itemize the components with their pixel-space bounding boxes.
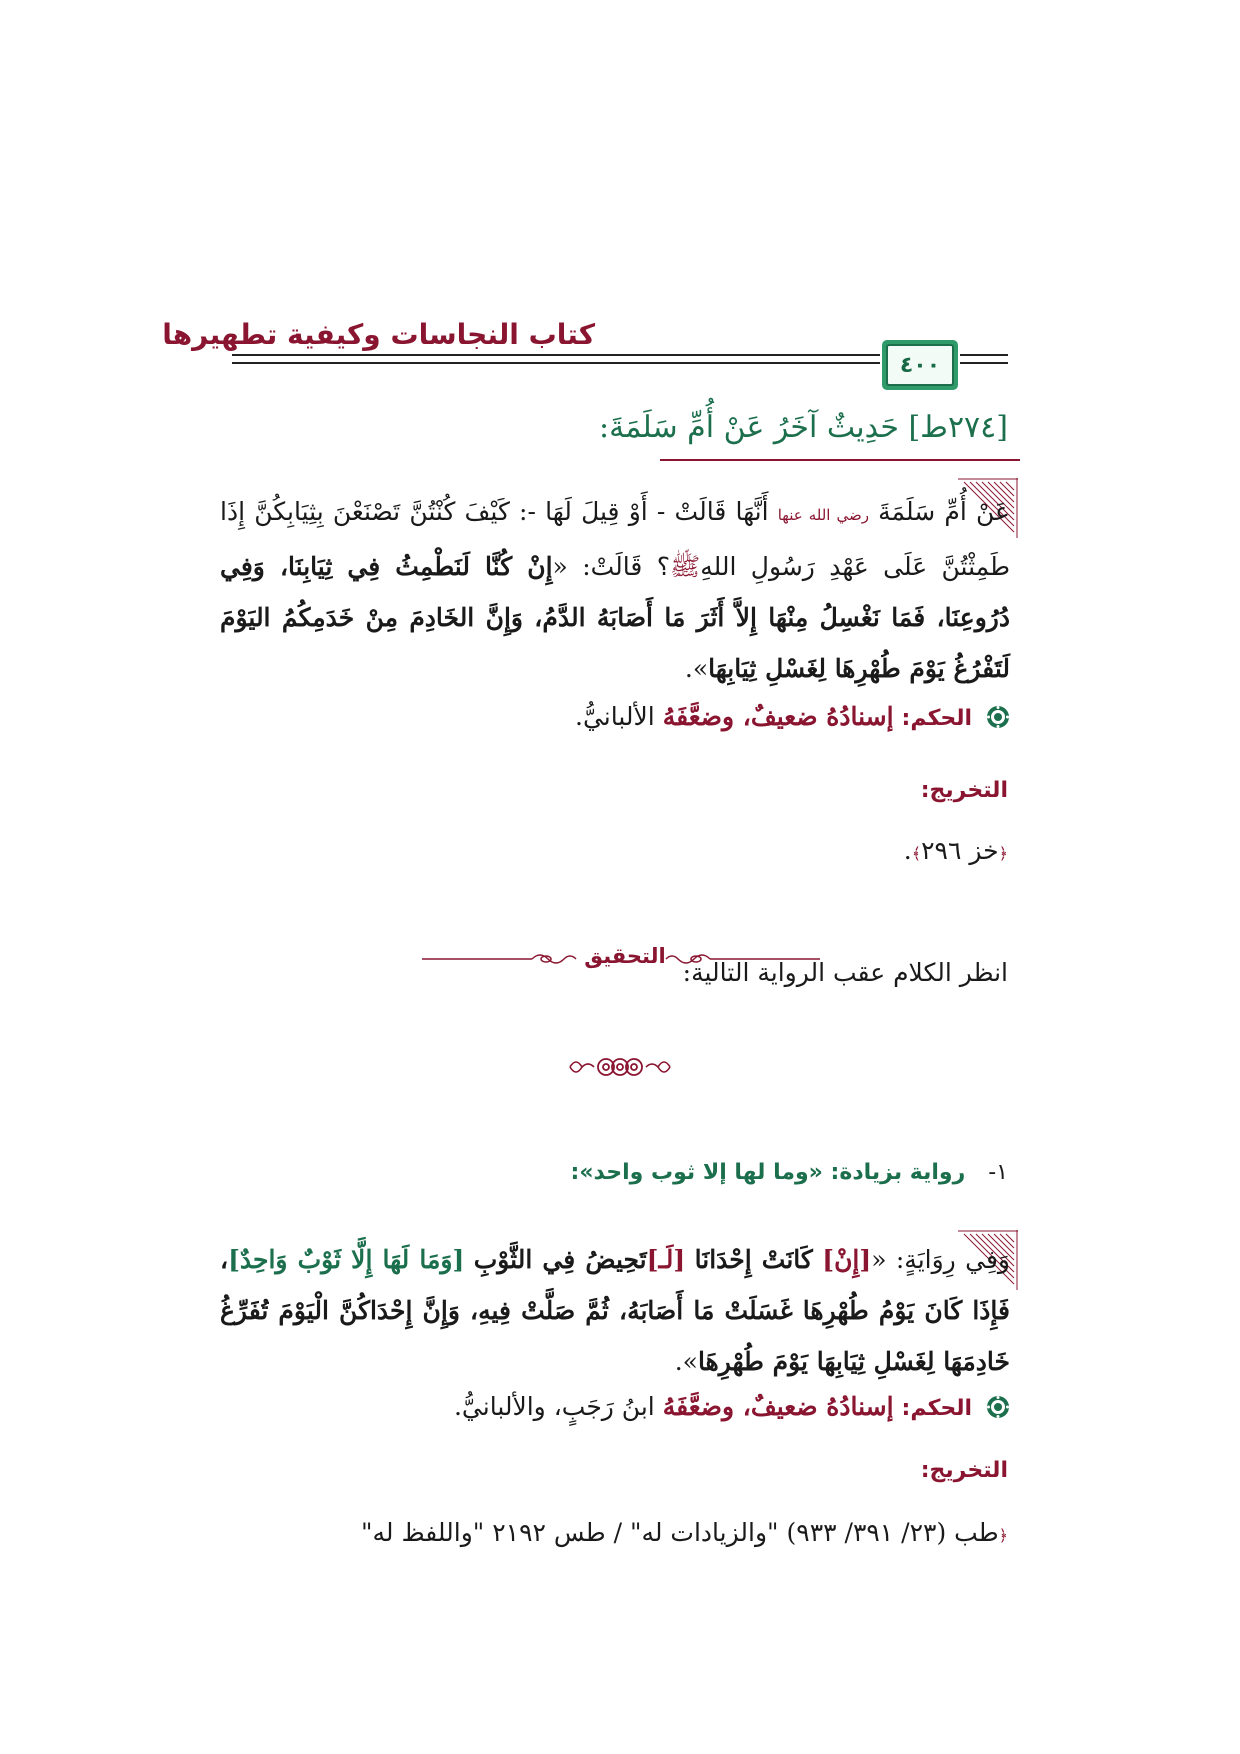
honorific-salla-icon: ﷺ [669, 552, 701, 581]
bracket-open-icon: ﴿ [998, 1526, 1008, 1545]
header-rule-top [232, 354, 880, 356]
riwaya-text-block [220, 1234, 1010, 1387]
ruling-line [575, 702, 1010, 731]
ruling-value: إسنادُهُ ضعيفٌ، وضعَّفَهُ [662, 1392, 894, 1421]
ruling-value: إسنادُهُ ضعيفٌ، وضعَّفَهُ [662, 702, 894, 731]
section-title-text: رواية بزيادة: [830, 1160, 966, 1185]
hadith-quote: إِنْ كُنَّا لَنَطْمِثُ فِي ثِيَابِنَا، وَفِي دُرُوعِنَا، فَمَا نَغْسِلُ مِنْهَا إِلاَّ أَثَرَ مَا أَصَابَهُ الدَّمُ، وَإِنَّ الخَادِمَ مِنْ خَدَمِكُمُ اليَوْمَ لَتَفْرُغُ يَوْمَ طُهْرِهَا لِغَسْلِ ثِيَابِهَا [220, 552, 1011, 683]
page-number-badge [882, 340, 958, 390]
title-underline [660, 459, 1020, 461]
riwaya-bracket-2: [لَـ] [646, 1245, 686, 1274]
takhrij-value: خز ٢٩٦ [921, 836, 999, 865]
riwaya-addition: [وَمَا لَهَا إِلَّا ثَوْبٌ وَاحِدٌ] [228, 1245, 465, 1274]
header-rule-bottom [232, 362, 880, 364]
takhrij-end: . [903, 836, 912, 865]
riwaya-paragraph [220, 1234, 1010, 1387]
riwaya-end: ». [674, 1347, 698, 1376]
rosette-icon [986, 705, 1010, 729]
riwaya-text-2: تَحِيضُ فِي الثَّوْبِ [473, 1245, 647, 1274]
takhrij-line [904, 836, 1008, 865]
bracket-close-icon: ﴾ [911, 844, 922, 863]
floral-separator-icon [566, 1052, 674, 1082]
book-title: كتاب النجاسات وكيفية تطهيرها [162, 318, 595, 351]
takhrij-line [361, 1518, 1008, 1547]
riwaya-text-1: كَانَتْ إِحْدَانَا [694, 1245, 813, 1274]
section-title-quote: «وما لها إلا ثوب واحد»: [570, 1160, 823, 1185]
hadith-paragraph [220, 486, 1010, 694]
header-rule-right-2 [960, 362, 1008, 364]
hadith-title: [٢٧٤ط] حَدِيثٌ آخَرُ عَنْ أُمِّ سَلَمَةَ: [599, 410, 1008, 445]
hadith-text-block [220, 486, 1010, 694]
hadith-text-1: عَنْ أُمِّ سَلَمَةَ [878, 497, 1010, 526]
tahqiq-label: التحقيق [584, 944, 666, 968]
ruling-by: الألبانيُّ. [575, 702, 655, 731]
honorific-radiya-icon: رضي الله عنها [777, 506, 869, 524]
hadith-text-4: ». [684, 654, 709, 683]
riwaya-section-title [571, 1160, 1008, 1185]
header-rule-right [960, 354, 1008, 356]
riwaya-bracket-1: [إِنْ] [822, 1245, 872, 1274]
takhrij-label: التخريج: [920, 1458, 1008, 1483]
ruling-label: الحكم: [901, 1396, 973, 1421]
ruling-line [454, 1392, 1010, 1421]
hadith-text-2: أَنَّهَا قَالَتْ - أَوْ قِيلَ لَهَا -: كَيْفَ كُنْتُنَّ تَصْنَعْنَ بِثِيَابِكُنَّ إِذَا طَمِثْتُنَّ عَلَى عَهْدِ رَسُولِ اللهِ [220, 497, 1010, 581]
rosette-icon [986, 1395, 1010, 1419]
section-number: ١- [988, 1160, 1008, 1185]
takhrij-label: التخريج: [920, 778, 1008, 803]
takhrij-value: طب (٢٣/ ٣٩١/ ٩٣٣) "والزيادات له" / طس ٢١٩٢ "واللفظ له" [361, 1518, 999, 1547]
riwaya-text-3: ، فَإِذَا كَانَ يَوْمُ طُهْرِهَا غَسَلَتْ مَا أَصَابَهُ، ثُمَّ صَلَّتْ فِيهِ، وَإِنَّ إِحْدَاكُنَّ الْيَوْمَ تُفَرِّغُ خَادِمَهَا لِغَسْلِ ثِيَابِهَا يَوْمَ طُهْرِهَا [220, 1245, 1010, 1376]
ruling-by: ابنُ رَجَبٍ، والألبانيُّ. [453, 1392, 655, 1421]
ruling-label: الحكم: [901, 706, 973, 731]
hadith-text-3: ؟ قَالَتْ: « [552, 552, 670, 581]
riwaya-intro: وَفِي رِوَايَةٍ: « [871, 1245, 1010, 1274]
page-number: ٤٠٠ [886, 344, 954, 386]
tahqiq-text: انظر الكلام عقب الرواية التالية: [682, 958, 1008, 987]
bracket-open-icon: ﴿ [998, 844, 1008, 863]
